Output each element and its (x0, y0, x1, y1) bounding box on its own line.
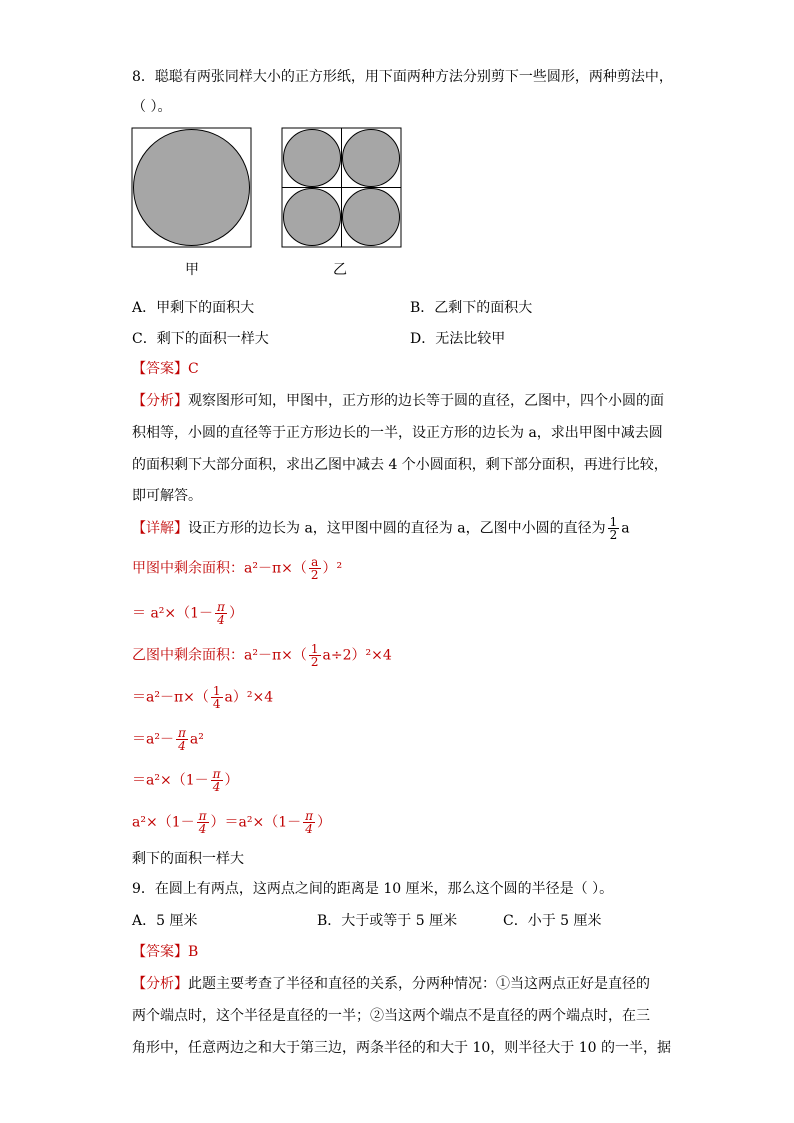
fig-label-yi: 乙 (333, 262, 347, 278)
compare-eq: a²×（1－ $\frac{\pi}{4}$ ）＝a²×（1－ $\frac{\pi}{4}$ ） (132, 809, 331, 836)
yi-eq2: ＝a²－ $\frac{\pi}{4}$ a² (132, 726, 204, 753)
q8-option-c: C．剩下的面积一样大 (132, 331, 269, 347)
q9-option-c: C．小于 5 厘米 (503, 913, 602, 929)
q8-option-d: D．无法比较甲 (410, 331, 506, 347)
q8-option-b: B．乙剩下的面积大 (410, 300, 533, 316)
yi-remaining: 乙图中剩余面积：a²－π×（ $\frac{1}{2}$ a÷2）²×4 (132, 642, 392, 669)
q8-detail-line1: 【详解】设正方形的边长为 a，这甲图中圆的直径为 a，乙图中小圆的直径为 $\frac{1}{2}$ a (132, 515, 630, 542)
jia-eq: ＝ a²×（1－ $\frac{\pi}{4}$ ） (132, 600, 243, 627)
q9-text: 9．在圆上有两点，这两点之间的距离是 10 厘米，那么这个圆的半径是（ ）。 (132, 881, 614, 897)
q9-analysis-line3: 角形中，任意两边之和大于第三边，两条半径的和大于 10，则半径大于 10 的一半，据 (132, 1040, 671, 1056)
circle-yi-4 (343, 189, 400, 246)
yi-eq3: ＝a²×（1－ $\frac{\pi}{4}$ ） (132, 767, 239, 794)
q9-option-b: B．大于或等于 5 厘米 (317, 913, 458, 929)
q9-answer: 【答案】B (132, 944, 199, 960)
circle-yi-2 (343, 130, 400, 187)
answer-value: C (188, 361, 199, 377)
q8-text-line1: 8．聪聪有两张同样大小的正方形纸，用下面两种方法分别剪下一些圆形，两种剪法中， (132, 69, 673, 85)
fig-label-jia: 甲 (185, 262, 199, 278)
circle-yi-3 (284, 189, 341, 246)
detail-text: 设正方形的边长为 a，这甲图中圆的直径为 a，乙图中小圆的直径为 (188, 520, 606, 537)
q9-analysis-line2: 两个端点时，这个半径是直径的一半；②当这两个端点不是直径的两个端点时，在三 (132, 1008, 650, 1024)
analysis-tag: 【分析】 (132, 393, 188, 409)
q8-analysis-line3: 的面积剩下大部分面积，求出乙图中减去 4 个小圆面积，剩下部分面积，再进行比较， (132, 457, 668, 473)
detail-tag: 【详解】 (132, 520, 188, 537)
analysis-text: 观察图形可知，甲图中，正方形的边长等于圆的直径，乙图中，四个小圆的面 (188, 393, 664, 409)
circle-yi-1 (284, 130, 341, 187)
q8-figures (130, 126, 405, 250)
circle-jia (134, 130, 250, 246)
q8-text-line2: （ ）。 (132, 99, 172, 115)
yi-eq1: ＝a²－π×（ $\frac{1}{4}$ a）²×4 (132, 684, 274, 711)
q8-answer (132, 358, 199, 378)
q9-analysis-line1: 【分析】此题主要考查了半径和直径的关系，分两种情况：①当这两点正好是直径的 (132, 976, 650, 992)
q8-analysis-line1 (132, 390, 664, 410)
fraction-half: $\frac{1}{2}$ (609, 515, 618, 542)
q8-conclusion: 剩下的面积一样大 (132, 851, 244, 867)
answer-tag: 【答案】 (132, 361, 188, 377)
jia-remaining: 甲图中剩余面积：a²－π×（ $\frac{a}{2}$ ）² (132, 555, 343, 582)
q8-analysis-line2: 积相等，小圆的直径等于正方形边长的一半，设正方形的边长为 a，求出甲图中减去圆 (132, 425, 663, 441)
q8-analysis-line4: 即可解答。 (132, 488, 202, 504)
q8-option-a: A．甲剩下的面积大 (132, 300, 255, 316)
q9-option-a: A．5 厘米 (132, 913, 198, 929)
